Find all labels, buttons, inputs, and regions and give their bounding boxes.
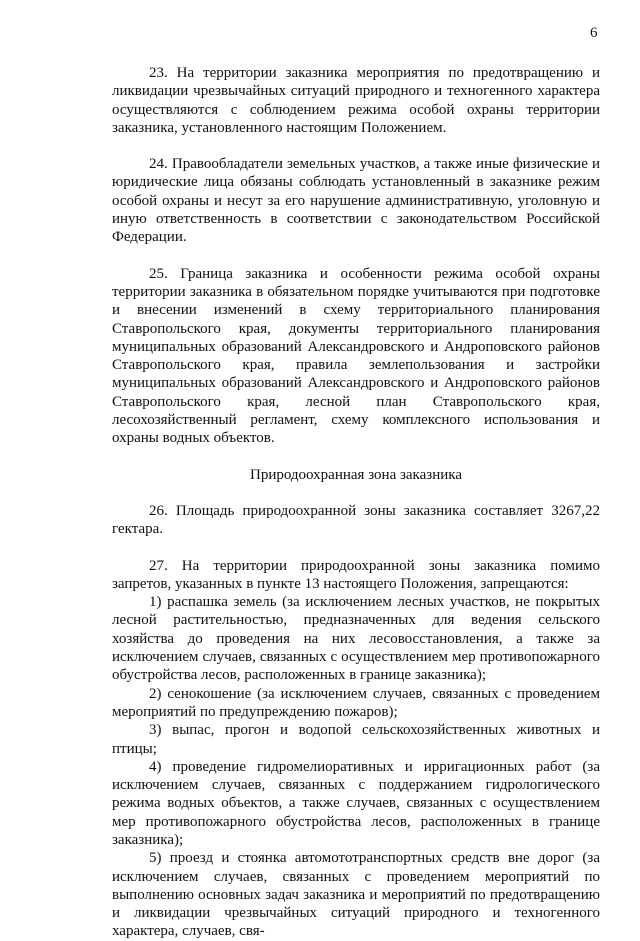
list-item-2: 2) сенокошение (за исключением случаев, связанных с проведением мероприятий по предупреждению пожаров);: [112, 685, 600, 720]
list-item-3: 3) выпас, прогон и водопой сельскохозяйственных животных и птицы;: [112, 722, 600, 757]
section-heading: Природоохранная зона заказника: [250, 466, 462, 483]
paragraph-gap: [112, 539, 600, 557]
list-item-1: 1) распашка земель (за исключением лесных участков, не покрытых лесной растительностью, предназначенных для ведения сельского хозяйства до проведения на них лесовосстановления, а также за исключением случаев, связанных с осуществлением мер противопожарного обустройства лесов, расположенных в границе заказника);: [112, 594, 600, 684]
paragraph-26: 26. Площадь природоохранной зоны заказника составляет 3267,22 гектара.: [112, 502, 600, 538]
paragraph-24: 24. Правообладатели земельных участков, а также иные физические и юридические лица обязаны соблюдать установленный в заказнике режим особой охраны и несут за его нарушение административную, уголовную и иную ответственность в соответствии с законодательством Российской Федерации.: [112, 156, 600, 246]
paragraph-gap: [112, 448, 600, 466]
paragraph-gap: [112, 484, 600, 502]
paragraph-gap: [112, 247, 600, 265]
list-item-5: 5) проезд и стоянка автомототранспортных средств вне дорог (за исключением случаев, связанных с проведением мероприятий по выполнению основных задач заказника и мероприятий по предотвращению и ликвидации чрезвычайных ситуаций природного и техногенного характера, случаев, свя-: [112, 850, 600, 940]
paragraph-23: 23. На территории заказника мероприятия по предотвращению и ликвидации чрезвычайных ситуаций природного и техногенного характера осуществляются с соблюдением режима особой охраны территории заказника, установленного настоящим Положением.: [112, 65, 600, 136]
list-item-4: 4) проведение гидромелиоративных и ирригационных работ (за исключением случаев, связанных с поддержанием гидрологического режима водных объектов, а также случаев, связанных с осуществлением мер противопожарного обустройства лесов, расположенных в границе заказника);: [112, 758, 600, 848]
paragraph-gap: [112, 137, 600, 155]
paragraph-27: 27. На территории природоохранной зоны заказника помимо запретов, указанных в пункте 13 настоящего Положения, запрещаются:: [112, 557, 600, 592]
document-body: [112, 64, 600, 941]
paragraph-25: 25. Граница заказника и особенности режима особой охраны территории заказника в обязательном порядке учитываются при подготовке и внесении изменений в схему территориального планирования Ставропольского края, документы территориального планирования муниципальных образований Александровского и Андроповского районов Ставропольского края, правила землепользования и застройки муниципальных образований Александровского и Андроповского районов Ставропольского края, лесной план Ставропольского края, лесохозяйственный регламент, схему комплексного использования и охраны водных объектов.: [112, 265, 600, 447]
page-number: 6: [590, 25, 598, 41]
